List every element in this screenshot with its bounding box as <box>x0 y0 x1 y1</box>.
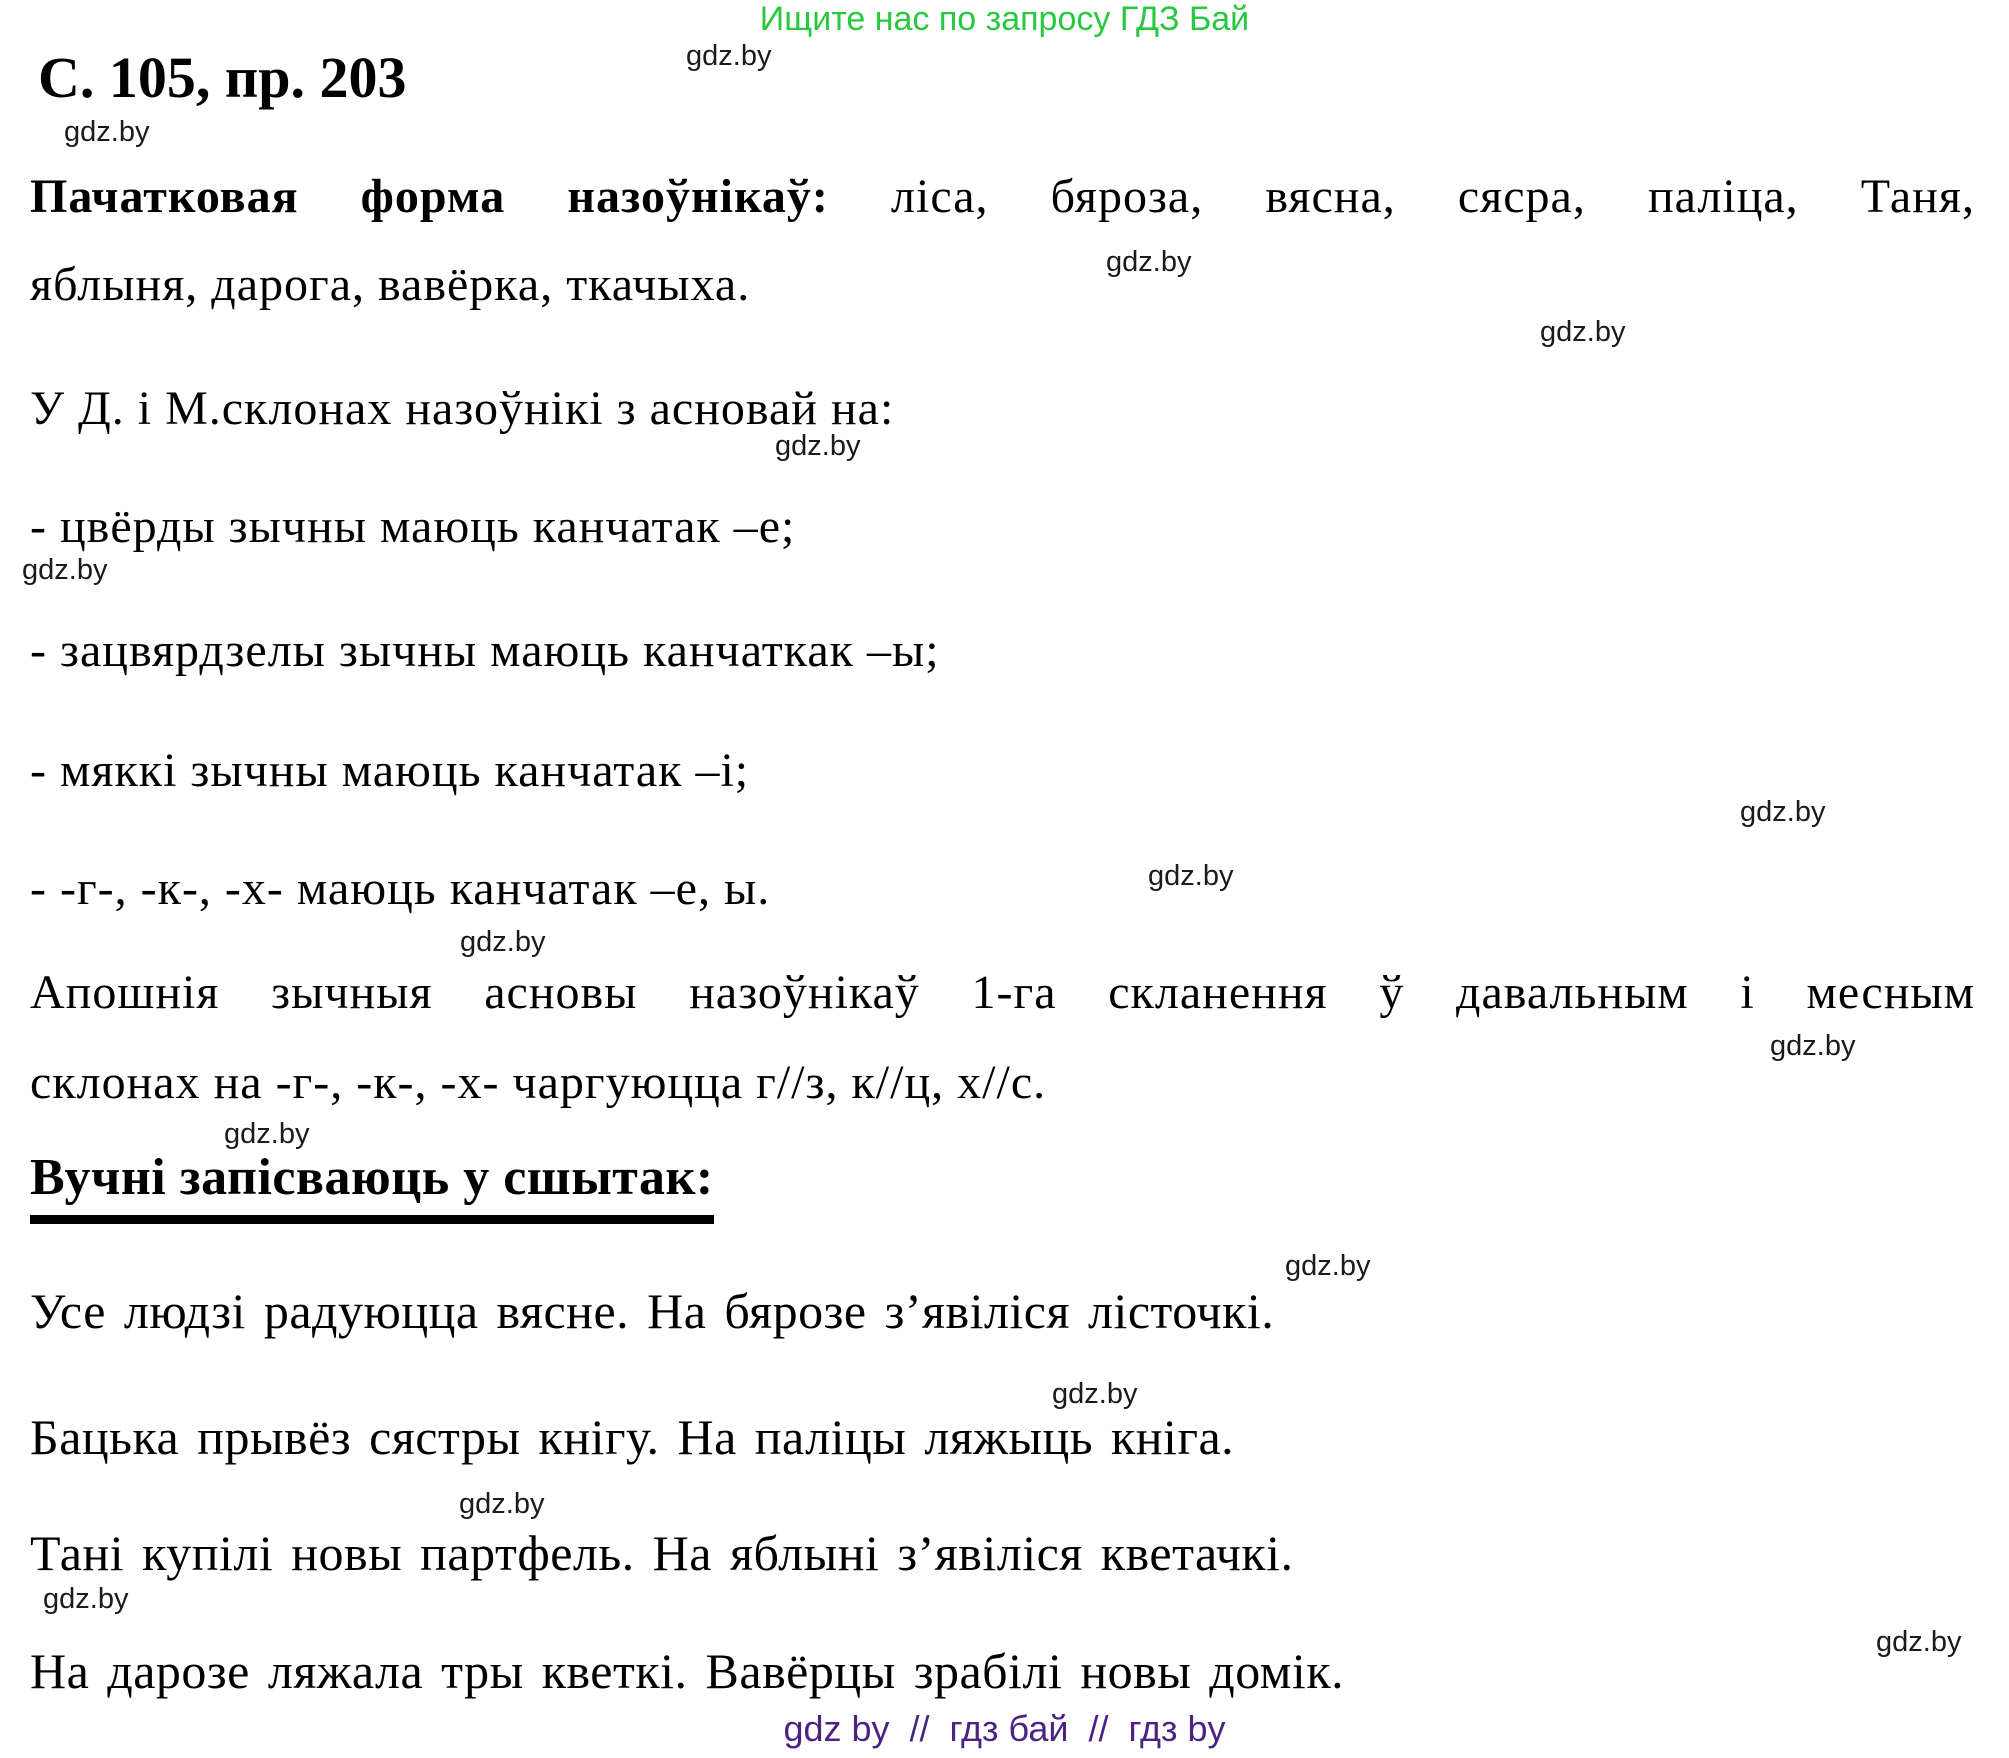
gdz-watermark: gdz.by <box>64 116 150 148</box>
gdz-watermark: gdz.by <box>459 1488 545 1520</box>
gdz-watermark: gdz.by <box>1106 246 1192 278</box>
section-heading: Вучні запісваюць у сшытак: <box>30 1148 714 1224</box>
page-title: С. 105, пр. 203 <box>38 45 407 110</box>
sentence: Тані купілі новы партфель. На яблыні з’явіліся кветачкі. <box>30 1525 1294 1581</box>
rule-item: - цвёрды зычны маюць канчатак –е; <box>30 500 796 553</box>
gdz-watermark: gdz.by <box>1740 796 1826 828</box>
gdz-watermark: gdz.by <box>224 1118 310 1150</box>
gdz-watermark: gdz.by <box>460 926 546 958</box>
intro-noun-list: ліса, бяроза, вясна, сясра, паліца, Таня, <box>828 170 1975 223</box>
gdz-watermark: gdz.by <box>43 1583 129 1615</box>
rule-item: - мяккі зычны маюць канчатак –і; <box>30 744 750 797</box>
intro-line-2: яблыня, дарога, вавёрка, ткачыха. <box>30 258 751 311</box>
promo-header: Ищите нас по запросу ГДЗ Бай <box>759 0 1250 38</box>
gdz-watermark: gdz.by <box>1540 316 1626 348</box>
note-line-1: Апошнія зычныя асновы назоўнікаў 1-га скланення ў давальным і месным <box>30 966 1975 1019</box>
gdz-watermark: gdz.by <box>1052 1378 1138 1410</box>
gdz-watermark: gdz.by <box>686 40 772 72</box>
sentence: Усе людзі радуюцца вясне. На бярозе з’явіліся лісточкі. <box>30 1283 1275 1339</box>
gdz-watermark: gdz.by <box>22 554 108 586</box>
gdz-watermark: gdz.by <box>1876 1626 1962 1658</box>
gdz-watermark: gdz.by <box>1285 1250 1371 1282</box>
sentence: Бацька прывёз сястры кнігу. На паліцы ляжыць кніга. <box>30 1409 1235 1465</box>
gdz-watermark: gdz.by <box>1148 860 1234 892</box>
sentence: На дарозе ляжала тры кветкі. Вавёрцы зрабілі новы домік. <box>30 1643 1345 1699</box>
gdz-watermark: gdz.by <box>775 430 861 462</box>
rule-item: - зацвярдзелы зычны маюць канчаткак –ы; <box>30 624 940 677</box>
intro-lead-bold: Пачатковая форма назоўнікаў: <box>30 170 829 223</box>
case-intro-line: У Д. і М.склонах назоўнікі з асновай на: <box>30 382 895 435</box>
intro-line-1 <box>30 166 1975 228</box>
note-line-2: склонах на -г-, -к-, -х- чаргуюцца г//з, к//ц, х//с. <box>30 1056 1047 1109</box>
gdz-watermark: gdz.by <box>1770 1030 1856 1062</box>
page-footer: gdz by // гдз бай // гдз by <box>783 1708 1226 1749</box>
rule-item: - -г-, -к-, -х- маюць канчатак –е, ы. <box>30 862 771 915</box>
